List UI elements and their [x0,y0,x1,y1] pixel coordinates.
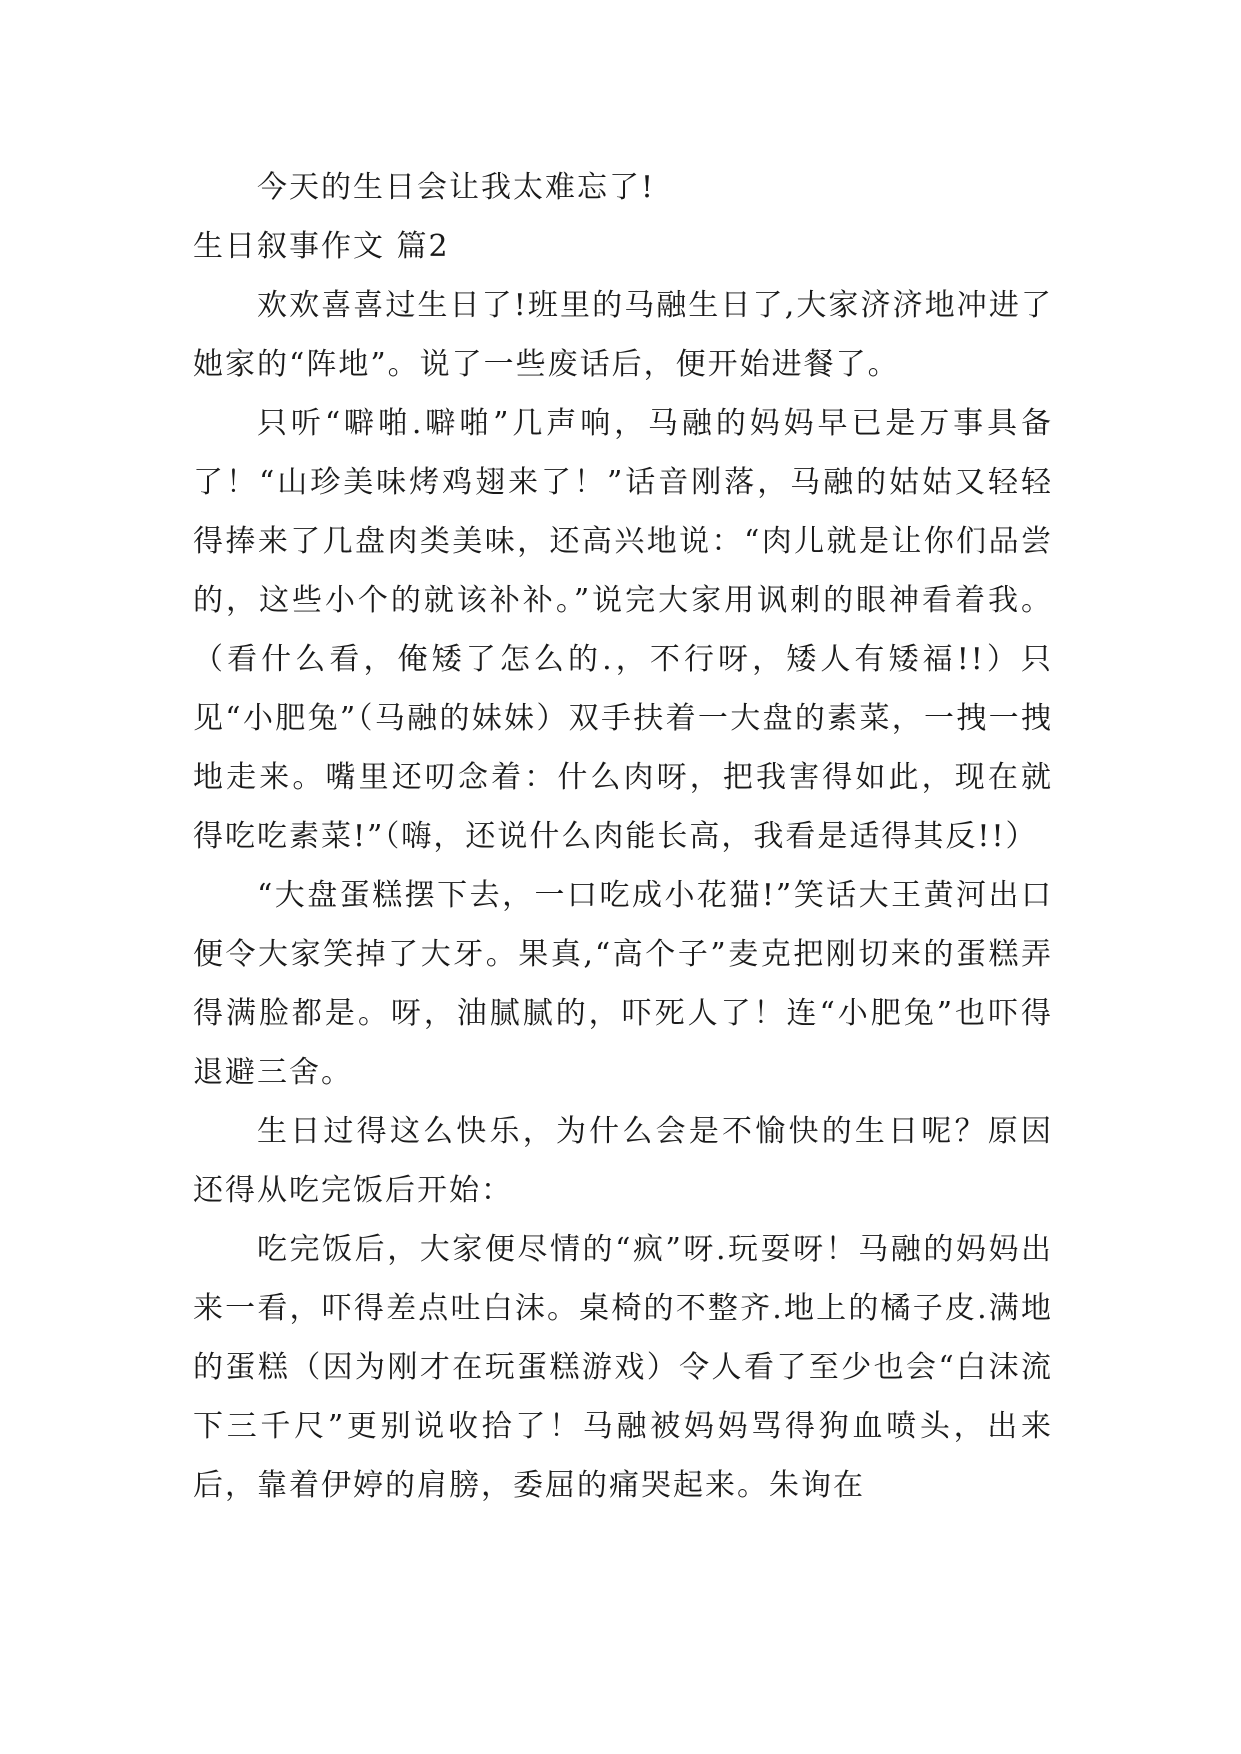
section-title: 生日叙事作文 篇2 [193,229,450,264]
paragraph: 欢欢喜喜过生日了!班里的马融生日了,大家济济地冲进了她家的“阵地”。说了一些废话后，便开始进餐了。 [193,288,1053,382]
document-body [193,158,1053,1515]
paragraph: 吃完饭后，大家便尽情的“疯”呀.玩耍呀！马融的妈妈出来一看，吓得差点吐白沫。桌椅的不整齐.地上的橘子皮.满地的蛋糕（因为刚才在玩蛋糕游戏）令人看了至少也会“白沫流下三千尺”更别说收拾了！马融被妈妈骂得狗血喷头，出来后，靠着伊婷的肩膀，委屈的痛哭起来。朱询在 [193,1232,1053,1503]
closing-line: 今天的生日会让我太难忘了! [257,170,656,205]
paragraph: 只听“噼啪.噼啪”几声响，马融的妈妈早已是万事具备了！“山珍美味烤鸡翅来了！”话音刚落，马融的姑姑又轻轻得捧来了几盘肉类美味，还高兴地说：“肉儿就是让你们品尝的，这些小个的就该补补。”说完大家用讽刺的眼神看着我。（看什么看，俺矮了怎么的.，不行呀，矮人有矮福!!）只见“小肥兔”（马融的妹妹）双手扶着一大盘的素菜，一拽一拽地走来。嘴里还叨念着：什么肉呀，把我害得如此，现在就得吃吃素菜!”（嗨，还说什么肉能长高，我看是适得其反!!） [193,406,1053,854]
paragraph: 生日过得这么快乐，为什么会是不愉快的生日呢？原因还得从吃完饭后开始： [193,1114,1053,1208]
paragraph: “大盘蛋糕摆下去，一口吃成小花猫!”笑话大王黄河出口便令大家笑掉了大牙。果真,“高个子”麦克把刚切来的蛋糕弄得满脸都是。呀，油腻腻的，吓死人了！连“小肥兔”也吓得退避三舍。 [193,878,1053,1090]
